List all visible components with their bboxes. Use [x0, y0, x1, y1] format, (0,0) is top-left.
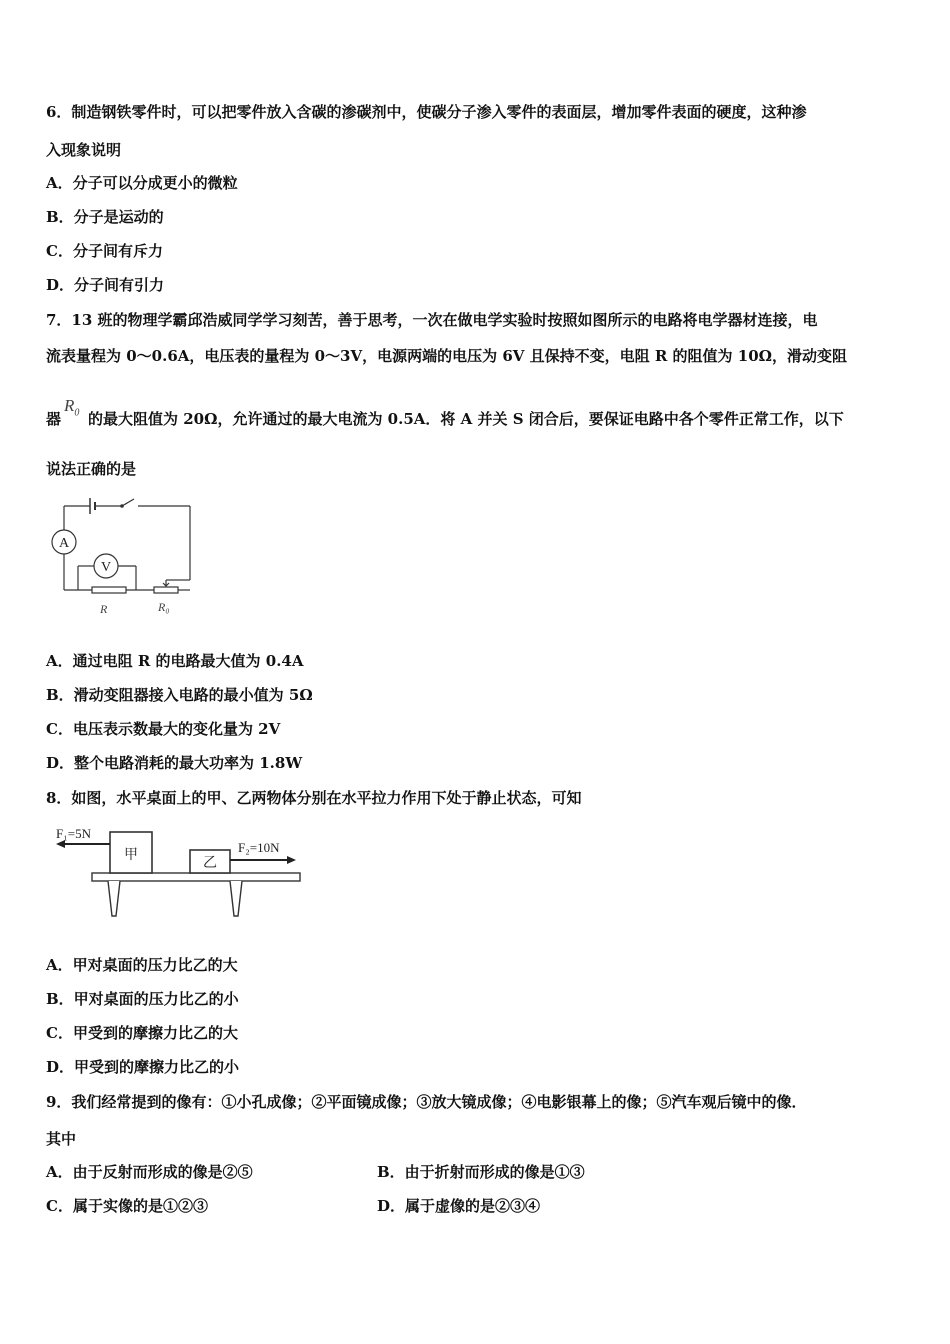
rheostat-label: R₀: [158, 600, 170, 614]
voltmeter-label: V: [100, 560, 112, 575]
q7-option-b: B．滑动变阻器接入电路的最小值为 5Ω: [46, 686, 313, 704]
q7-stem-line1: 7．13 班的物理学霸邱浩威同学学习刻苦，善于思考，一次在做电学实验时按照如图所示的电路将电学器材连接，电: [46, 311, 818, 329]
q7-option-a: A．通过电阻 R 的电路最大值为 0.4A: [46, 652, 304, 670]
table-force-diagram: [52, 822, 302, 922]
q7-option-c: C．电压表示数最大的变化量为 2V: [46, 720, 281, 738]
q9-option-d: D．属于虚像的是②③④: [377, 1197, 541, 1215]
q9-option-b: B．由于折射而形成的像是①③: [377, 1163, 585, 1181]
q6-stem-line1: 6．制造钢铁零件时，可以把零件放入含碳的渗碳剂中，使碳分子渗入零件的表面层，增加零件表面的硬度，这种渗: [46, 103, 807, 121]
voltmeter-symbol: [94, 554, 118, 578]
force-f1-label: F₁=5N: [56, 826, 91, 841]
r0-symbol: $R_0$: [64, 396, 80, 419]
q9-stem-line1: 9．我们经常提到的像有：①小孔成像；②平面镜成像；③放大镜成像；④电影银幕上的像；⑤汽车观后镜中的像．: [46, 1093, 807, 1111]
q9-option-c: C．属于实像的是①②③: [46, 1197, 208, 1215]
q7-stem-line2: 流表量程为 0～0.6A，电压表的量程为 0～3V，电源两端的电压为 6V 且保持不变，电阻 R 的阻值为 10Ω，滑动变阻: [46, 347, 848, 365]
ammeter-symbol: [52, 530, 76, 554]
q8-option-c: C．甲受到的摩擦力比乙的大: [46, 1024, 238, 1042]
q8-stem-line1: 8．如图，水平桌面上的甲、乙两物体分别在水平拉力作用下处于静止状态，可知: [46, 789, 582, 807]
circuit-diagram: [46, 494, 206, 618]
ammeter-label: A: [58, 536, 70, 551]
q7-stem-line4: 说法正确的是: [46, 460, 137, 478]
q6-stem-line2: 入现象说明: [46, 141, 122, 159]
q9-option-a: A．由于反射而形成的像是②⑤: [46, 1163, 253, 1181]
q8-option-a: A．甲对桌面的压力比乙的大: [46, 956, 238, 974]
q7-option-d: D．整个电路消耗的最大功率为 1.8W: [46, 754, 303, 772]
q6-option-a: A．分子可以分成更小的微粒: [46, 174, 238, 192]
q6-option-b: B．分子是运动的: [46, 208, 164, 226]
q6-option-d: D．分子间有引力: [46, 276, 165, 294]
block-yi-label: 乙: [203, 856, 217, 871]
resistor-label: R: [100, 602, 108, 616]
q9-stem-line2: 其中: [46, 1130, 77, 1148]
q6-option-c: C．分子间有斥力: [46, 242, 163, 260]
q7-stem-line3-prefix: 器: [46, 410, 62, 428]
block-jia-label: 甲: [124, 848, 138, 863]
force-f2-label: F₂=10N: [238, 840, 280, 855]
q8-option-b: B．甲对桌面的压力比乙的小: [46, 990, 239, 1008]
q7-stem-line3-rest: 的最大阻值为 20Ω，允许通过的最大电流为 0.5A．将 A 并关 S 闭合后，要保证电路中各个零件正常工作，以下: [88, 410, 844, 428]
q8-option-d: D．甲受到的摩擦力比乙的小: [46, 1058, 240, 1076]
